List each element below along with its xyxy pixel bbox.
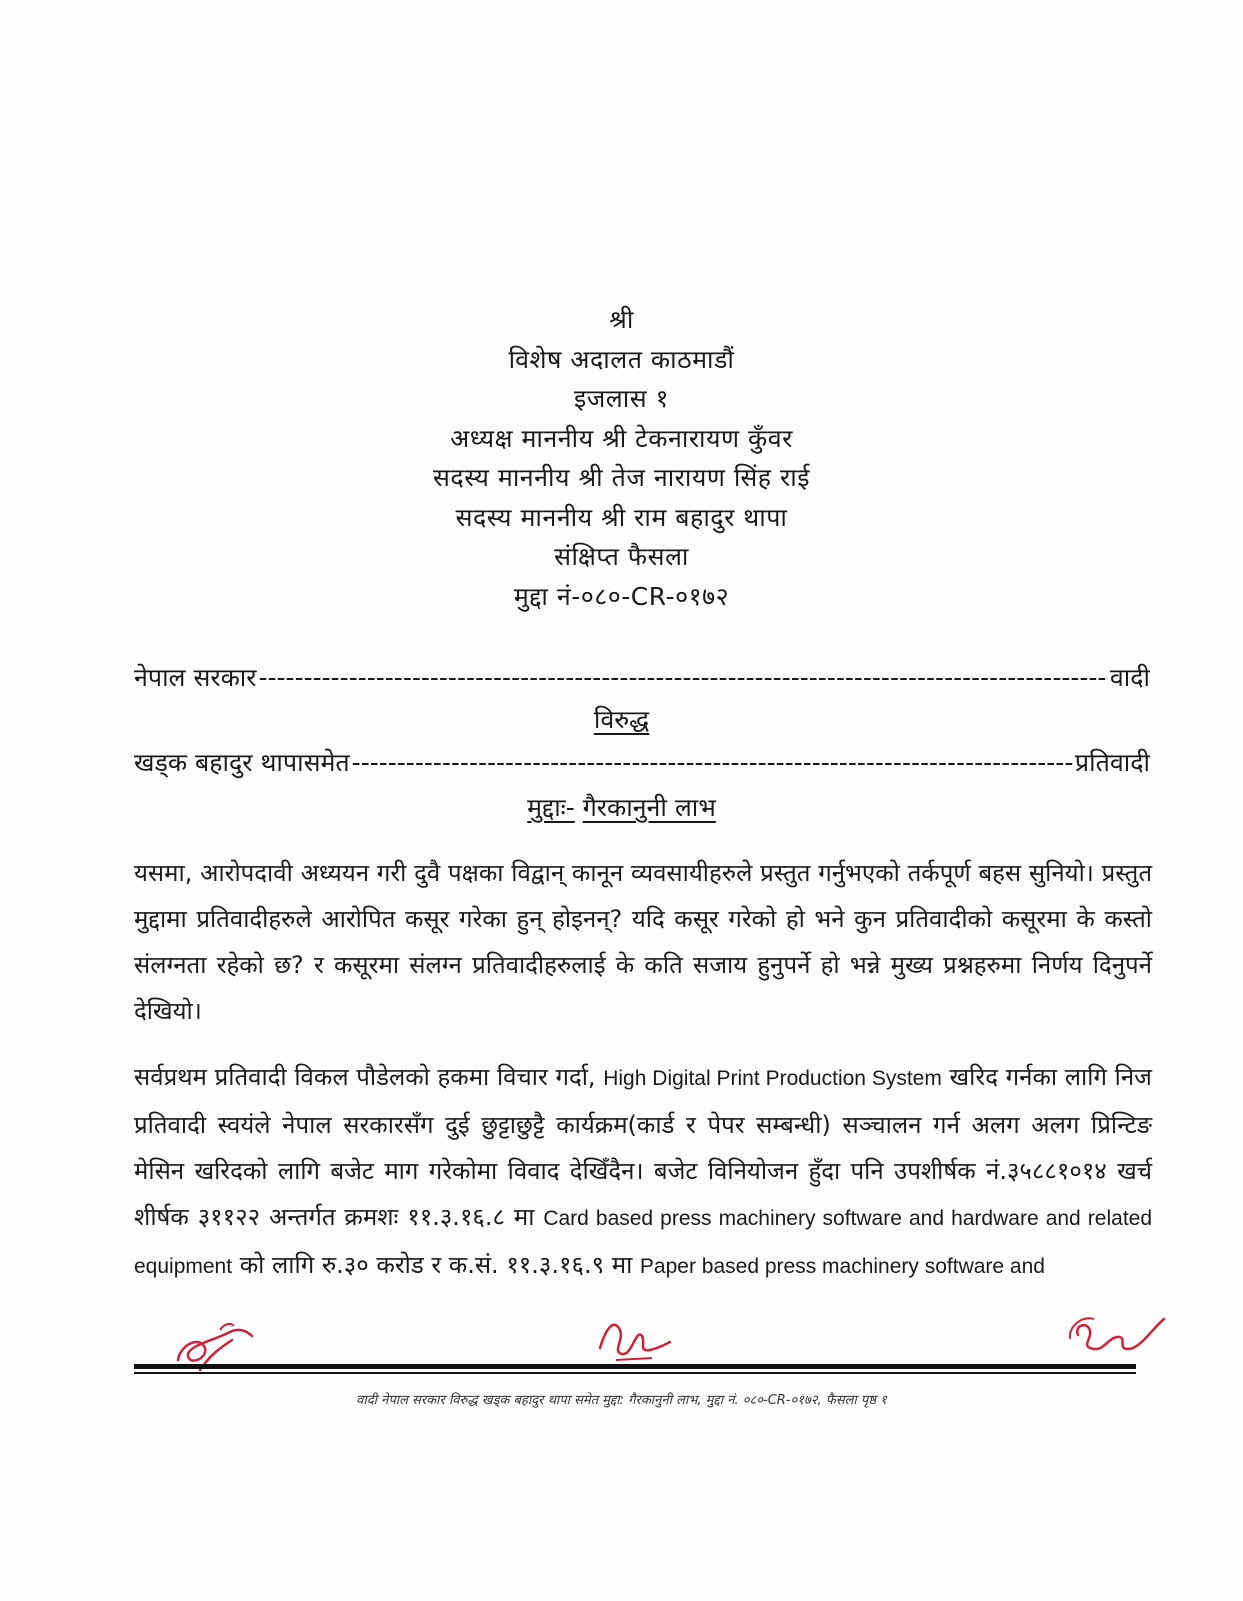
plaintiff-role: वादी: [1109, 663, 1150, 692]
paragraph-2-text: को लागि रु.३० करोड र क.सं. ११.३.१६.९ मा: [232, 1251, 640, 1279]
paragraph-1: यसमा, आरोपदावी अध्ययन गरी दुवै पक्षका विद्वान् कानून व्यवसायीहरुले प्रस्तुत गर्नुभएको तर्कपूर्ण बहस सुनियो। प्रस्तुत मुद्दामा प्रतिवादीहरुले आरोपित कसूर गरेका हुन् होइनन्? यदि कसूर गरेको हो भने कुन प्रतिवादीको कसूरमा के कस्तो संलग्नता रहेको छ? र कसूरमा संलग्न प्रतिवादीहरुलाई के कति सजाय हुनुपर्ने हो भन्ने मुख्य प्रश्नहरुमा निर्णय दिनुपर्ने देखियो।: [134, 859, 1152, 1025]
member-judge-1: सदस्य माननीय श्री तेज नारायण सिंह राई: [433, 463, 810, 492]
paragraph-2-english: Paper based press machinery software and: [639, 1255, 1045, 1278]
page-footer: वादी नेपाल सरकार विरुद्ध खड्क बहादुर थापा समेत मुद्दा: गैरकानुनी लाभ, मुद्दा नं. ०८०-CR-०१७२, फैसला पृष्ठ १: [356, 1393, 887, 1408]
judgment-header: [0, 300, 1243, 616]
bench-number: इजलास १: [573, 384, 670, 413]
order-type: संक्षिप्त फैसला: [554, 542, 689, 571]
defendant-name: खड्क बहादुर थापासमेत: [134, 748, 350, 777]
subject-value: गैरकानुनी लाभ: [582, 793, 716, 822]
plaintiff-name: नेपाल सरकार: [134, 663, 257, 692]
court-name: विशेष अदालत काठमाडौं: [508, 344, 735, 374]
defendant-row: [134, 745, 1150, 779]
versus-label: विरुद्ध: [593, 705, 650, 734]
case-subject: [0, 790, 1243, 824]
paragraph-2-english: Card based press machinery software and hardware and related equipment: [134, 1207, 1153, 1278]
paragraph-2-english: High Digital Print Production System: [603, 1067, 942, 1090]
dash-leader: [258, 663, 1107, 692]
paragraph-2-text: खरिद गर्नका लागि निज प्रतिवादी स्वयंले नेपाल सरकारसँग दुई छुट्टाछुट्टै कार्यक्रम(कार्ड र पेपर सम्बन्धी) सञ्चालन गर्न अलग अलग प्रिन्टिङ मेसिन खरिदको लागि बजेट माग गरेकोमा विवाद देखिँदैन। बजेट विनियोजन हुँदा पनि उपशीर्षक नं.३५८८१०१४ खर्च शीर्षक ३११२२ अन्तर्गत क्रमशः ११.३.१६.८ मा: [134, 1063, 1152, 1231]
dash-leader: [352, 748, 1073, 777]
paragraph-2: [134, 1054, 1152, 1290]
presiding-judge: अध्यक्ष माननीय श्री टेकनारायण कुँवर: [450, 423, 793, 453]
signature-right: [1060, 1305, 1170, 1365]
member-judge-2: सदस्य माननीय श्री राम बहादुर थापा: [455, 502, 788, 532]
paragraph-2-text: सर्वप्रथम प्रतिवादी विकल पौडेलको हकमा विचार गर्दा,: [134, 1063, 604, 1091]
case-number: मुद्दा नं-०८०-CR-०१७२: [513, 581, 730, 611]
versus-line: [0, 702, 1243, 736]
footer-rule-thin: [134, 1372, 1136, 1374]
signature-left: [160, 1310, 270, 1380]
invocation: श्री: [609, 305, 634, 334]
footer-rule-thick: [134, 1364, 1136, 1369]
subject-label: मुद्दाः-: [527, 793, 575, 822]
plaintiff-row: [134, 660, 1150, 694]
defendant-role: प्रतिवादी: [1074, 748, 1150, 777]
signature-center: [592, 1308, 682, 1368]
